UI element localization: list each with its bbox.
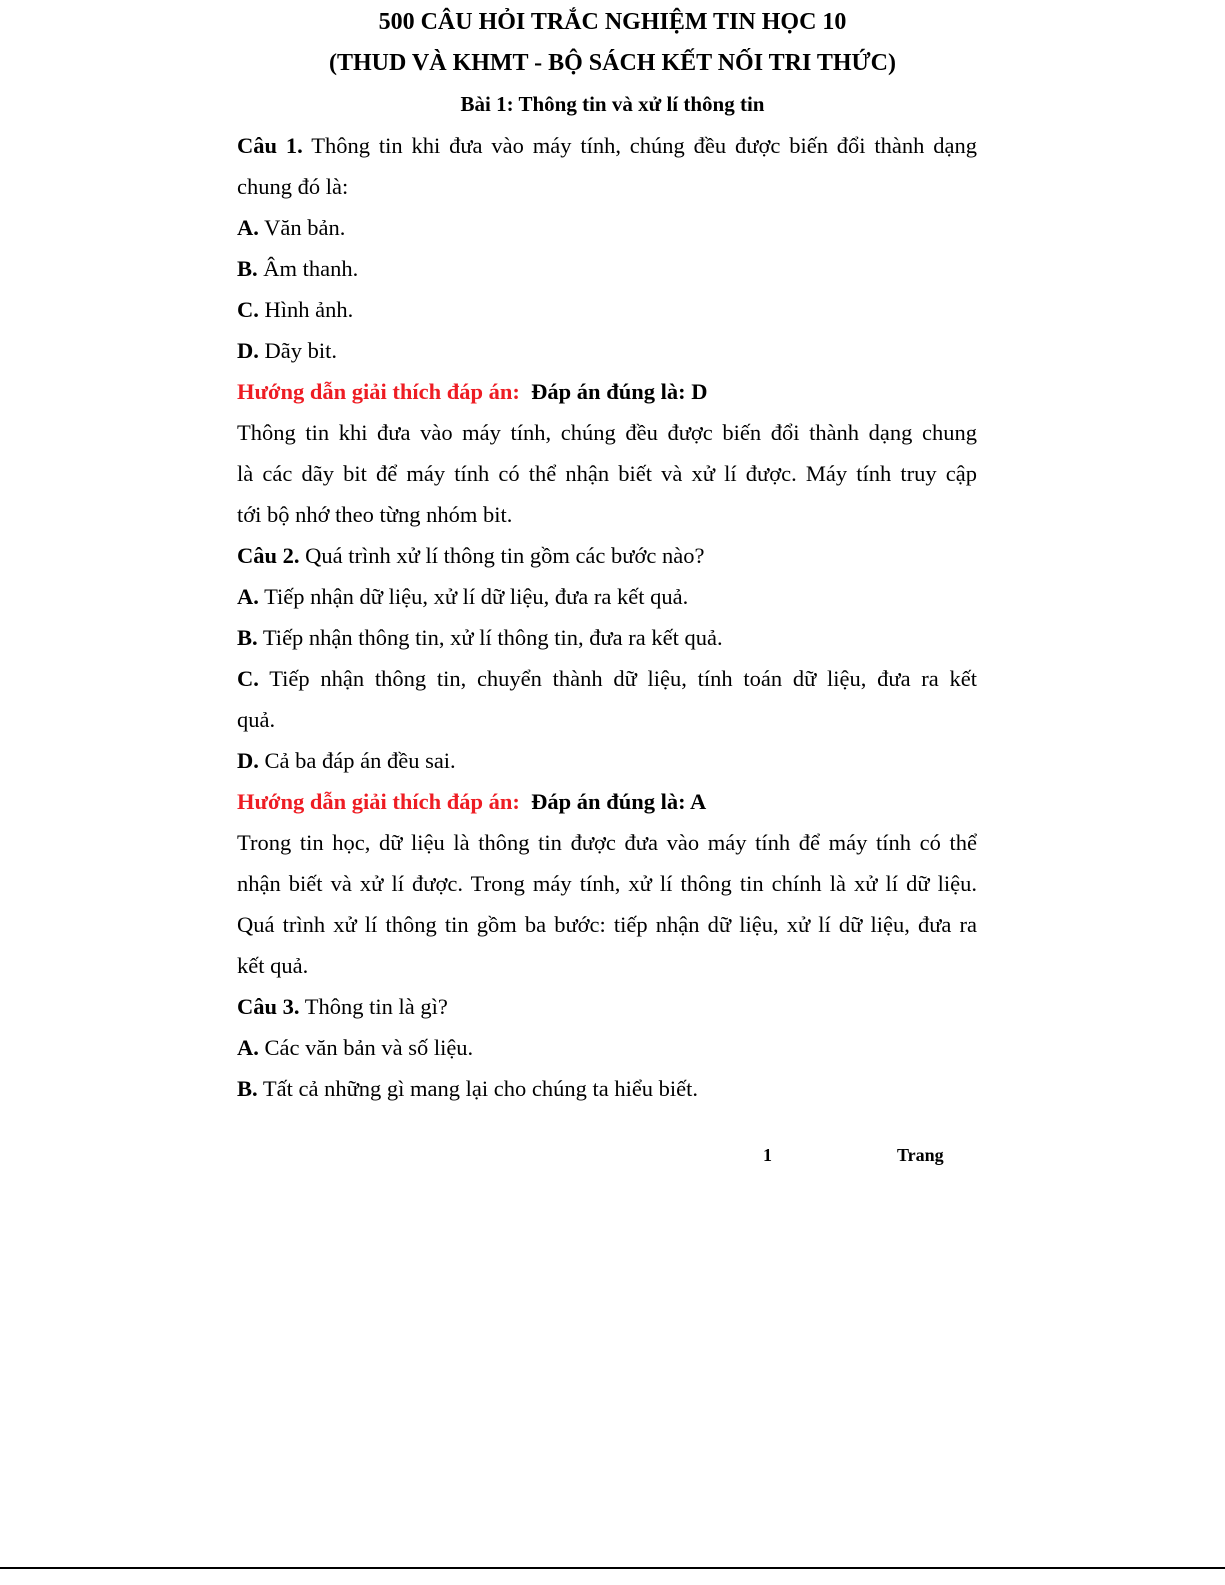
lesson-heading: Bài 1: Thông tin và xử lí thông tin xyxy=(460,92,765,116)
option-letter: C. xyxy=(237,666,259,691)
document-subtitle: (THUD VÀ KHMT - BỘ SÁCH KẾT NỐI TRI THỨC) xyxy=(329,50,896,76)
guide-label: Hướng dẫn giải thích đáp án: xyxy=(237,379,520,404)
question-3-label: Câu 3. xyxy=(237,994,300,1019)
option-text: Tất cả những gì mang lại cho chúng ta hiểu biết. xyxy=(257,1076,699,1101)
option-text: Tiếp nhận thông tin, xử lí thông tin, đưa ra kết quả. xyxy=(257,625,723,650)
question-1-option-b xyxy=(237,248,977,289)
question-2-explanation-line: Trong tin học, dữ liệu là thông tin được đưa vào máy tính để máy tính có thể xyxy=(237,830,977,855)
question-2-label: Câu 2. xyxy=(237,543,300,568)
question-3-option-a xyxy=(237,1027,977,1068)
option-text: Cả ba đáp án đều sai. xyxy=(258,748,456,773)
question-2-text: Quá trình xử lí thông tin gồm các bước nào? xyxy=(299,543,705,568)
option-text: Các văn bản và số liệu. xyxy=(258,1035,474,1060)
option-text: Dãy bit. xyxy=(258,338,337,363)
question-1-option-a xyxy=(237,207,977,248)
page-bottom-border xyxy=(0,1567,1225,1569)
question-2-option-c-cont: quả. xyxy=(237,707,276,732)
option-letter: B. xyxy=(237,625,258,650)
question-3-text: Thông tin là gì? xyxy=(299,994,448,1019)
option-text: Tiếp nhận thông tin, chuyển thành dữ liệu, tính toán dữ liệu, đưa ra kết xyxy=(258,666,977,691)
question-2-explanation-line: nhận biết và xử lí được. Trong máy tính, xử lí thông tin chính là xử lí dữ liệu. xyxy=(237,871,977,896)
option-letter: C. xyxy=(237,297,259,322)
question-1-option-d xyxy=(237,330,977,371)
question-2-explanation-line: Quá trình xử lí thông tin gồm ba bước: tiếp nhận dữ liệu, xử lí dữ liệu, đưa ra xyxy=(237,912,977,937)
question-2-stem xyxy=(237,535,977,576)
page-number: 1 xyxy=(763,1145,772,1165)
correct-answer: Đáp án đúng là: D xyxy=(531,379,708,404)
option-letter: A. xyxy=(237,584,259,609)
option-letter: A. xyxy=(237,1035,259,1060)
option-letter: B. xyxy=(237,1076,258,1101)
question-1-stem xyxy=(237,125,977,166)
option-letter: B. xyxy=(237,256,258,281)
question-1-answer xyxy=(237,371,977,412)
question-1-stem-cont: chung đó là: xyxy=(237,174,349,199)
option-text: Văn bản. xyxy=(258,215,346,240)
question-1-explanation-line: Thông tin khi đưa vào máy tính, chúng đều được biến đổi thành dạng chung xyxy=(237,420,977,445)
question-3-stem xyxy=(237,986,977,1027)
option-text: Hình ảnh. xyxy=(258,297,354,322)
guide-label: Hướng dẫn giải thích đáp án: xyxy=(237,789,520,814)
question-1-label: Câu 1. xyxy=(237,133,303,158)
question-2-option-a xyxy=(237,576,977,617)
option-text: Âm thanh. xyxy=(257,256,359,281)
question-2-option-b xyxy=(237,617,977,658)
question-2-answer xyxy=(237,781,977,822)
question-1-text: Thông tin khi đưa vào máy tính, chúng đều được biến đổi thành dạng xyxy=(302,133,978,158)
option-letter: A. xyxy=(237,215,259,240)
question-3-option-b xyxy=(237,1068,977,1109)
question-2-option-d xyxy=(237,740,977,781)
questions-body xyxy=(237,125,977,1109)
page-label: Trang xyxy=(897,1145,944,1165)
question-1-option-c xyxy=(237,289,977,330)
question-2-option-c xyxy=(237,658,977,699)
option-letter: D. xyxy=(237,338,259,363)
option-text: Tiếp nhận dữ liệu, xử lí dữ liệu, đưa ra kết quả. xyxy=(258,584,689,609)
correct-answer: Đáp án đúng là: A xyxy=(531,789,707,814)
question-1-explanation-line: tới bộ nhớ theo từng nhóm bit. xyxy=(237,502,513,527)
document-title: 500 CÂU HỎI TRẮC NGHIỆM TIN HỌC 10 xyxy=(378,9,847,35)
option-letter: D. xyxy=(237,748,259,773)
question-1-explanation-line: là các dãy bit để máy tính có thể nhận biết và xử lí được. Máy tính truy cập xyxy=(237,461,977,486)
question-2-explanation-line: kết quả. xyxy=(237,953,309,978)
